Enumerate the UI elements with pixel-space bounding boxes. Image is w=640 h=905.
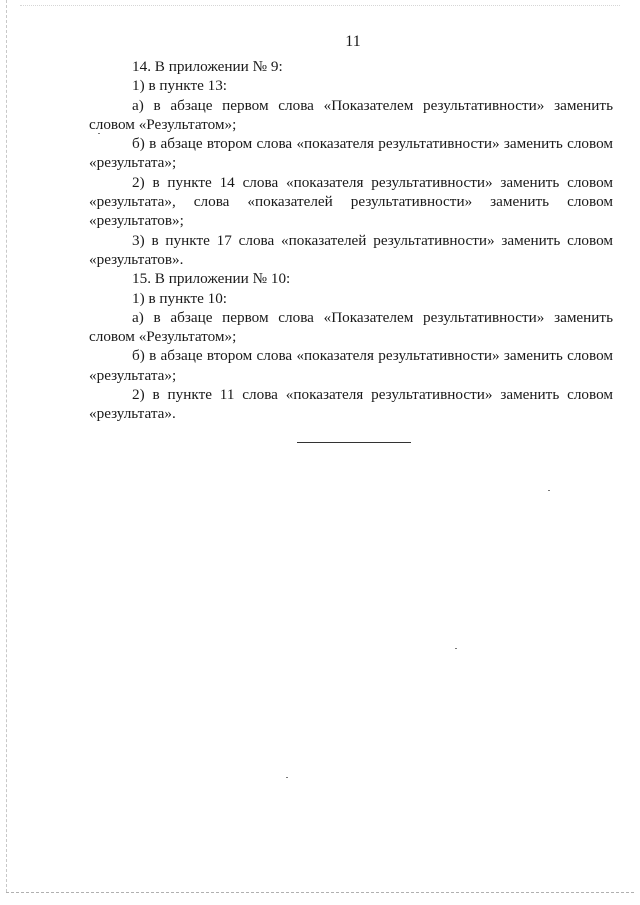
scan-edge-bottom: [6, 892, 634, 893]
paragraph: 3) в пункте 17 слова «показателей результативности» заменить словом «результатов».: [89, 231, 613, 268]
paragraph: б) в абзаце втором слова «показателя результативности» заменить словом «результата»;: [89, 135, 613, 172]
scan-edge-left: [6, 0, 7, 892]
paragraph: 14. В приложении № 9:: [132, 58, 283, 75]
paragraph: а) в абзаце первом слова «Показателем результативности» заменить словом «Результатом»;: [89, 308, 613, 346]
scan-speck: [548, 490, 550, 491]
paragraph: 1) в пункте 10:: [132, 289, 228, 307]
paragraph: а) в абзаце первом слова «Показателем результативности» заменить словом «Результатом»;: [89, 96, 613, 133]
scan-edge-top: [20, 5, 620, 6]
document-body: [89, 57, 613, 424]
scan-speck: [286, 777, 288, 778]
paragraph: 1) в пункте 13:: [132, 77, 228, 95]
paragraph: 2) в пункте 11 слова «показателя результативности» заменить словом «результата».: [89, 386, 613, 423]
page-number: 11: [345, 33, 361, 50]
paragraph: 2) в пункте 14 слова «показателя результативности» заменить словом «результата», слова «показателей результативности» заменить словом «результатов»;: [89, 173, 613, 230]
paragraph: б) в абзаце втором слова «показателя результативности» заменить словом «результата»;: [89, 347, 613, 384]
paragraph: 15. В приложении № 10:: [132, 270, 291, 288]
end-separator-line: [297, 442, 411, 443]
scan-speck: [455, 648, 457, 649]
